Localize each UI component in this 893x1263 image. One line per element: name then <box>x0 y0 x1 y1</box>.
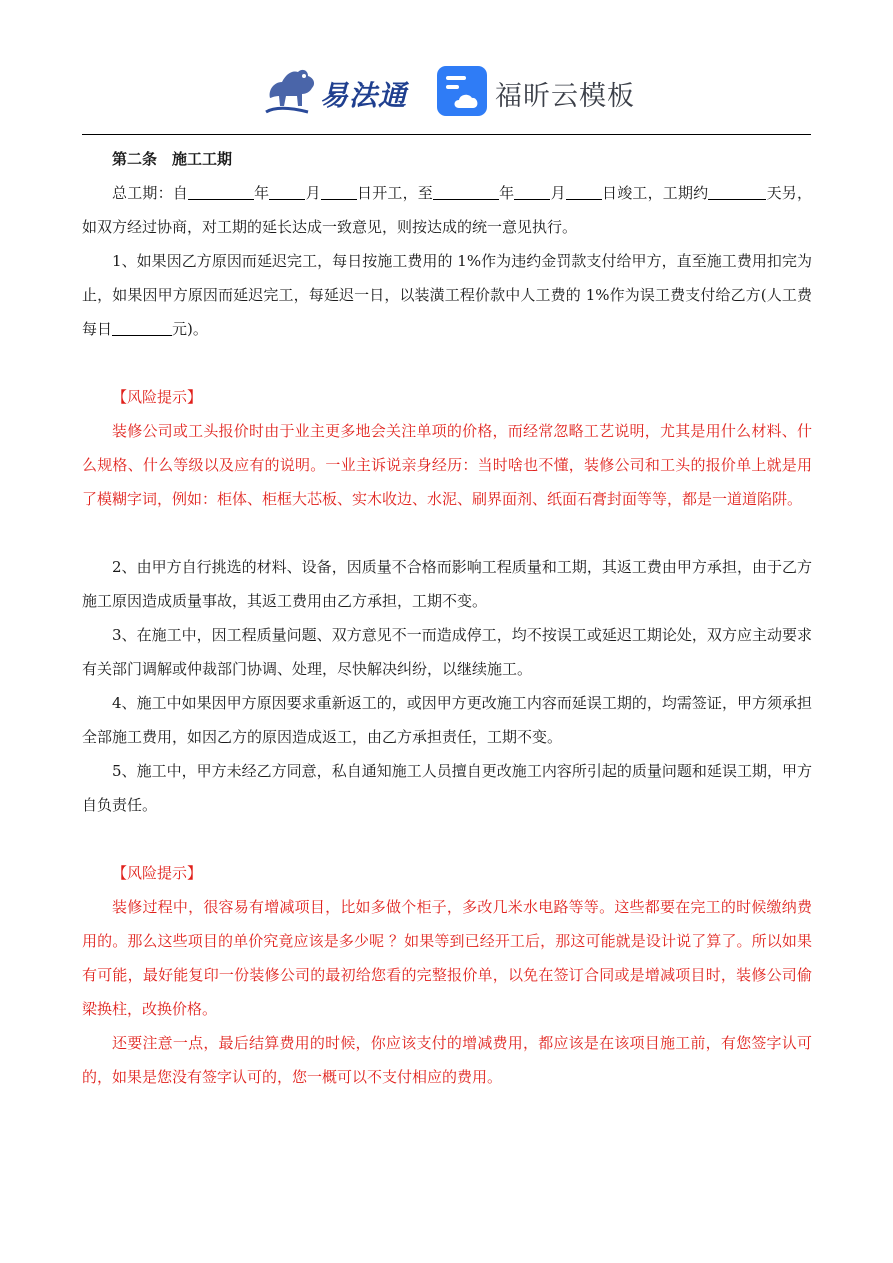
start-year-blank <box>188 183 254 200</box>
brand-right-text: 福昕云模板 <box>495 81 635 112</box>
risk-notice-1-text: 装修公司或工头报价时由于业主更多地会关注单项的价格，而经常忽略工艺说明，尤其是用什么材料、什么规格、什么等级以及应有的说明。一业主诉说亲身经历：当时啥也不懂，装修公司和工头的报价单上就是用了模糊字词，例如：柜体、柜框大芯板、实木收边、水泥、刷界面剂、纸面石膏封面等等，都是一道道陷阱。 <box>82 422 812 508</box>
start-day-blank <box>321 183 357 200</box>
schedule-paragraph <box>82 176 812 244</box>
document-body <box>82 142 812 1094</box>
spacer <box>82 822 812 856</box>
schedule-text: 日开工，至 <box>356 184 433 202</box>
qilin-emblem-icon <box>262 62 320 118</box>
schedule-text: 月 <box>550 184 566 202</box>
spacer <box>82 516 812 550</box>
brand-left-text: 易法通 <box>320 79 408 112</box>
clause-4: 4、施工中如果因甲方原因要求重新返工的，或因甲方更改施工内容而延误工期的，均需签证，甲方须承担全部施工费用，如因乙方的原因造成返工，由乙方承担责任，工期不变。 <box>82 694 812 746</box>
clause-5: 5、施工中，甲方未经乙方同意，私自通知施工人员擅自更改施工内容所引起的质量问题和延误工期，甲方自负责任。 <box>82 762 812 814</box>
schedule-text: 月 <box>305 184 321 202</box>
end-month-blank <box>514 183 550 200</box>
yifatong-logo <box>262 62 412 118</box>
clause-3: 3、在施工中，因工程质量问题、双方意见不一而造成停工，均不按误工或延迟工期论处，双方应主动要求有关部门调解或仲裁部门协调、处理，尽快解决纠纷，以继续施工。 <box>82 626 812 678</box>
schedule-text: 天另，如双方经过协商，对工期的延长达成一致意见，则按达成的统一意见执行。 <box>82 184 812 236</box>
schedule-text: 总工期：自 <box>112 184 188 202</box>
risk-notice-2-text-extra: 还要注意一点，最后结算费用的时候，你应该支付的增减费用，都应该是在该项目施工前，有您签字认可的，如果是您没有签字认可的，您一概可以不支付相应的费用。 <box>82 1034 812 1086</box>
duration-days-blank <box>708 183 766 200</box>
daily-labor-fee-blank <box>112 319 172 336</box>
spacer <box>82 346 812 380</box>
schedule-text: 年 <box>253 184 270 202</box>
cloud-document-icon <box>437 66 487 116</box>
clause-1-text: 1、如果因乙方原因而延迟完工，每日按施工费用的 1%作为违约金罚款支付给甲方，直至施工费用扣完为止，如果因甲方原因而延迟完工，每延迟一日，以装潢工程价款中人工费的 1%作为误工费支付给乙方(人工费每日 <box>82 252 812 338</box>
header-divider <box>82 134 811 135</box>
start-month-blank <box>269 183 305 200</box>
section-heading: 第二条 施工工期 <box>112 150 233 168</box>
clause-1 <box>82 244 812 346</box>
risk-notice-1-title: 【风险提示】 <box>112 388 203 406</box>
clause-1-tail: 元)。 <box>172 320 208 338</box>
schedule-text: 年 <box>498 184 515 202</box>
page-header <box>0 0 893 130</box>
risk-notice-2-title: 【风险提示】 <box>112 864 203 882</box>
end-day-blank <box>566 183 602 200</box>
clause-2: 2、由甲方自行挑选的材料、设备，因质量不合格而影响工程质量和工期，其返工费由甲方承担，由于乙方施工原因造成质量事故，其返工费用由乙方承担，工期不变。 <box>82 558 812 610</box>
foxit-template-logo <box>437 64 657 118</box>
risk-notice-2-text: 装修过程中，很容易有增减项目，比如多做个柜子，多改几米水电路等等。这些都要在完工的时候缴纳费用的。那么这些项目的单价究竟应该是多少呢 ？如果等到已经开工后，那这可能就是设计说了算了。所以如果有可能，最好能复印一份装修公司的最初给您看的完整报价单，以免在签订合同或是增减项目时，装修公司偷梁换柱，改换价格。 <box>82 898 812 1018</box>
end-year-blank <box>433 183 499 200</box>
schedule-text: 日竣工，工期约 <box>601 184 709 202</box>
